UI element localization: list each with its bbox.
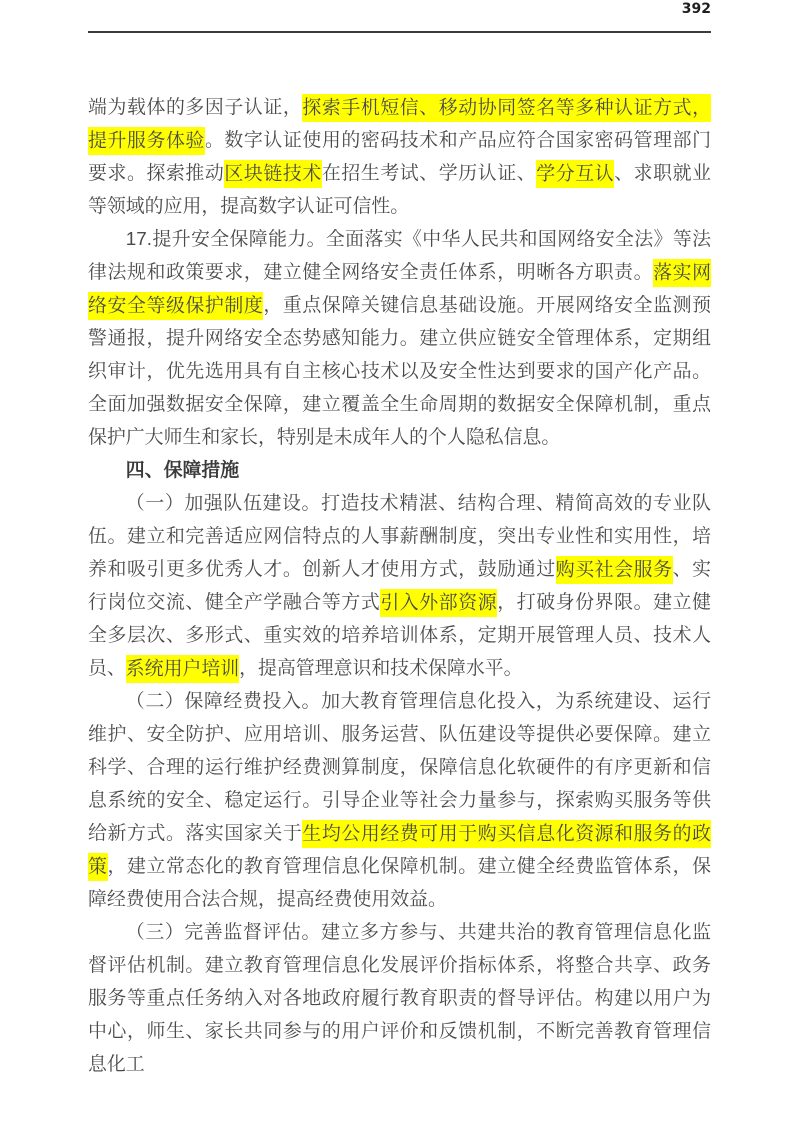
- page-header: [88, 0, 711, 31]
- text-run: ，打破身份界限。建立健全多层次、多形式、重实效的培养培训体系，定期开展管理人员、技术人员、: [88, 592, 712, 679]
- text-run: 17.提升安全保障能力。全面落实《中华人民共和国网络安全法》等法律法规和政策要求，建立健全网络安全责任体系，明晰各方职责。: [88, 229, 711, 283]
- highlighted-text-run: 区块链技术: [224, 160, 321, 188]
- page-number: 392: [681, 1, 711, 17]
- text-run: ，提高管理意识和技术保障水平。: [239, 658, 523, 679]
- paragraph: [88, 487, 711, 685]
- text-run: ，重点保障关键信息基础设施。开展网络安全监测预警通报，提升网络安全态势感知能力。建立供应链安全管理体系，定期组织审计，优先选用具有自主核心技术以及安全性达到要求的国产化产品。全面加强数据安全保障，建立覆盖全生命周期的数据安全保障机制，重点保护广大师生和家长，特别是未成年人的个人隐私信息。: [88, 295, 712, 448]
- content-area: [88, 0, 711, 1081]
- text-run: ，建立常态化的教育管理信息化保障机制。建立健全经费监管体系，保障经费使用合法合规，提高经费使用效益。: [88, 856, 712, 910]
- paragraph: [88, 685, 711, 916]
- section-heading: [88, 454, 711, 487]
- paragraph: [88, 916, 711, 1081]
- text-run: 在招生考试、学历认证、: [321, 163, 537, 184]
- highlighted-text-run: 生均公用经费可用于购买信息化资源和服务的政策: [88, 820, 711, 881]
- highlighted-text-run: 探索手机短信、移动协同签名等多种认证方式，提升服务体验: [88, 94, 711, 155]
- highlighted-text-run: 引入外部资源: [380, 589, 497, 617]
- text-run: 、求职就业等领域的应用，提高数字认证可信性。: [88, 163, 712, 217]
- text-run: （二）保障经费投入。加大教育管理信息化投入，为系统建设、运行维护、安全防护、应用培训、服务运营、队伍建设等提供必要保障。建立科学、合理的运行维护经费测算制度，保障信息化软硬件的有序更新和信息系统的安全、稳定运行。引导企业等社会力量参与，探索购买服务等供给新方式。落实国家关于: [88, 691, 711, 844]
- text-run: 端为载体的多因子认证，: [88, 97, 303, 118]
- paragraph: [88, 91, 711, 223]
- highlighted-text-run: 购买社会服务: [556, 556, 673, 584]
- text-run: 。数字认证使用的密码技术和产品应符合国家密码管理部门要求。探索推动: [88, 130, 712, 184]
- text-run: （一）加强队伍建设。打造技术精湛、结构合理、精简高效的专业队伍。建立和完善适应网信特点的人事薪酬制度，突出专业性和实用性，培养和吸引更多优秀人才。创新人才使用方式，鼓励通过: [88, 493, 711, 580]
- text-run: （三）完善监督评估。建立多方参与、共建共治的教育管理信息化监督评估机制。建立教育管理信息化发展评价指标体系，将整合共享、政务服务等重点任务纳入对各地政府履行教育职责的督导评估。构建以用户为中心，师生、家长共同参与的用户评价和反馈机制，不断完善教育管理信息化工: [88, 922, 711, 1075]
- highlighted-text-run: 学分互认: [536, 160, 614, 188]
- text-run: 四、保障措施: [125, 460, 240, 481]
- header-rule: [88, 31, 711, 33]
- document-body: [88, 91, 711, 1081]
- highlighted-text-run: 落实网络安全等级保护制度: [88, 259, 711, 320]
- paragraph: [88, 223, 711, 454]
- text-run: 、实行岗位交流、健全产学融合等方式: [88, 559, 712, 613]
- highlighted-text-run: 系统用户培训: [126, 655, 239, 683]
